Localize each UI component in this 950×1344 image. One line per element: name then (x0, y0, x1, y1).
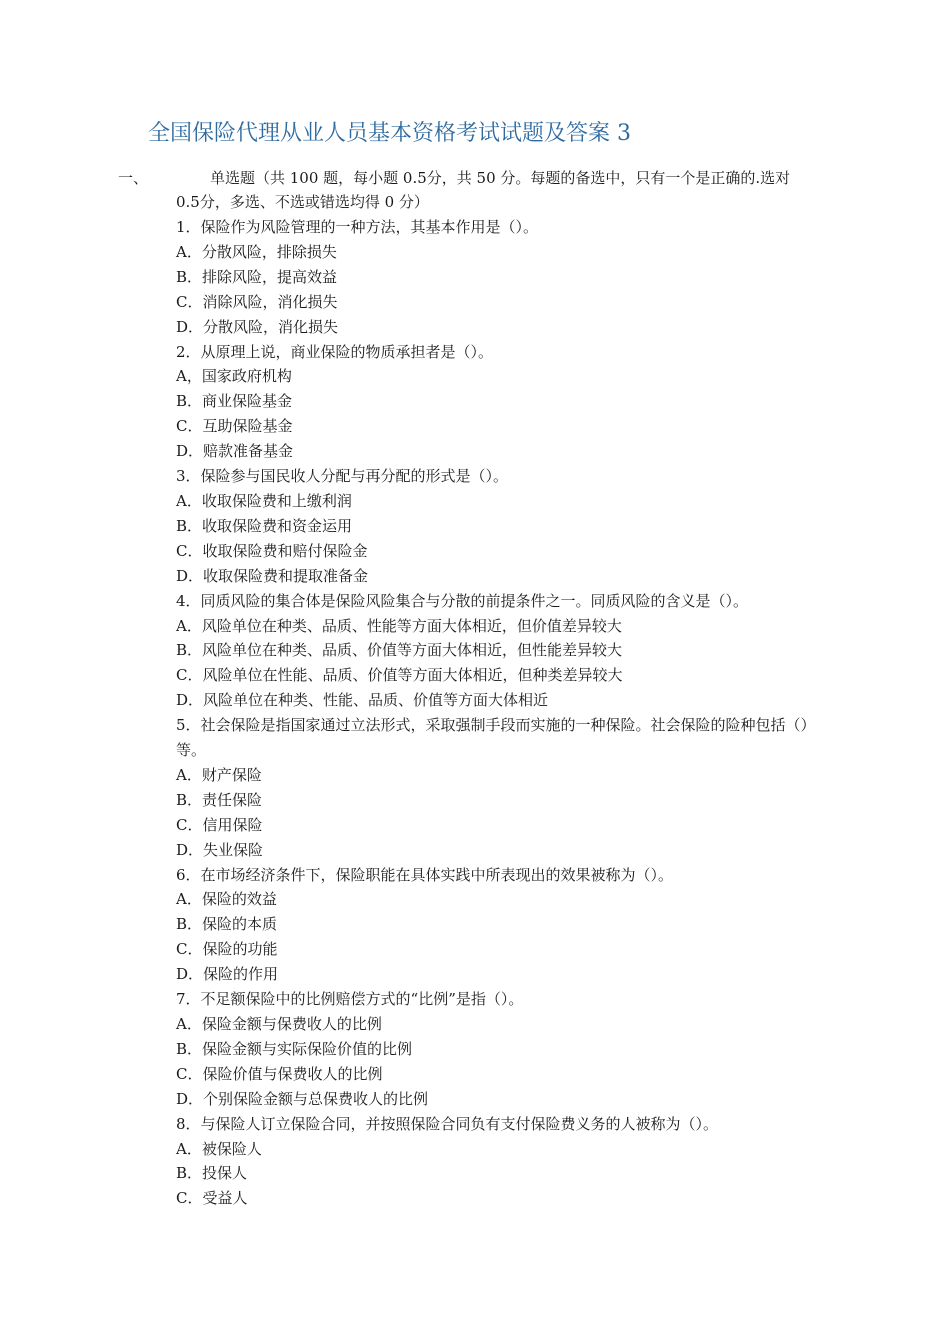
answer-option: C．消除风险，消化损失 (176, 292, 338, 311)
answer-option: A．财产保险 (176, 765, 262, 784)
section-header (118, 166, 818, 214)
answer-option: A．收取保险费和上缴利润 (176, 491, 352, 510)
answer-option: A，国家政府机构 (176, 367, 292, 386)
answer-option: A．被保险人 (176, 1139, 262, 1158)
answer-option: A．保险金额与保费收人的比例 (176, 1015, 382, 1033)
answer-option: C．保险的功能 (176, 940, 278, 959)
question-text: 3．保险参与国民收人分配与再分配的形式是（）。 (176, 467, 509, 486)
question-text: 8．与保险人订立保险合同，并按照保险合同负有支付保险费义务的人被称为（）。 (176, 1114, 719, 1133)
section-instructions: 单选题（共 100 题，每小题 0.5分，共 50 分。每题的备选中，只有一个是正确的.选对 0.5分，多选、不选或错选均得 0 分） (176, 169, 791, 211)
question-text: 2．从原理上说，商业保险的物质承担者是（）。 (176, 342, 494, 361)
answer-option: B．收取保险费和资金运用 (176, 516, 353, 535)
answer-option: A．风险单位在种类、品质、性能等方面大体相近，但价值差异较大 (176, 616, 622, 635)
question-text: 5．社会保险是指国家通过立法形式，采取强制手段而实施的一种保险。社会保险的险种包括（）等。 (176, 716, 816, 760)
question-text: 1．保险作为风险管理的一种方法，其基本作用是（）。 (176, 218, 539, 236)
answer-option: C．受益人 (176, 1189, 248, 1208)
answer-option: B．保险金额与实际保险价值的比例 (176, 1039, 413, 1058)
answer-option: C．保险价值与保费收人的比例 (176, 1064, 383, 1083)
answer-option: B．商业保险基金 (176, 392, 293, 411)
answer-option: A．保险的效益 (176, 890, 277, 909)
answer-option: C．信用保险 (176, 815, 263, 834)
answer-option: C．收取保险费和赔付保险金 (176, 541, 368, 560)
section-number: 一、 (118, 169, 149, 187)
answer-option: D．分散风险，消化损失 (176, 317, 339, 336)
answer-option: D．保险的作用 (176, 965, 279, 984)
answer-option: D．风险单位在种类、性能、品质、价值等方面大体相近 (176, 691, 549, 710)
question-list (176, 215, 816, 1211)
answer-option: A．分散风险，排除损失 (176, 242, 337, 261)
document-title: 全国保险代理从业人员基本资格考试试题及答案 3 (148, 121, 631, 146)
answer-option: C．互助保险基金 (176, 417, 293, 436)
answer-option: B．保险的本质 (176, 915, 278, 934)
answer-option: D．失业保险 (176, 840, 264, 859)
question-text: 6．在市场经济条件下，保险职能在具体实践中所表现出的效果被称为（）。 (176, 865, 674, 884)
answer-option: B．风险单位在种类、品质、价值等方面大体相近，但性能差异较大 (176, 641, 623, 660)
answer-option: B．排除风险，提高效益 (176, 267, 338, 286)
answer-option: B．投保人 (176, 1164, 248, 1183)
answer-option: C．风险单位在性能、品质、价值等方面大体相近，但种类差异较大 (176, 666, 623, 685)
question-text: 7．不足额保险中的比例赔偿方式的“比例”是指（）。 (176, 990, 524, 1009)
answer-option: D．收取保险费和提取准备金 (176, 566, 369, 585)
answer-option: B．责任保险 (176, 790, 263, 809)
answer-option: D．个别保险金额与总保费收人的比例 (176, 1089, 429, 1108)
question-text: 4．同质风险的集合体是保险风险集合与分散的前提条件之一。同质风险的含义是（）。 (176, 591, 749, 610)
answer-option: D．赔款准备基金 (176, 442, 294, 461)
